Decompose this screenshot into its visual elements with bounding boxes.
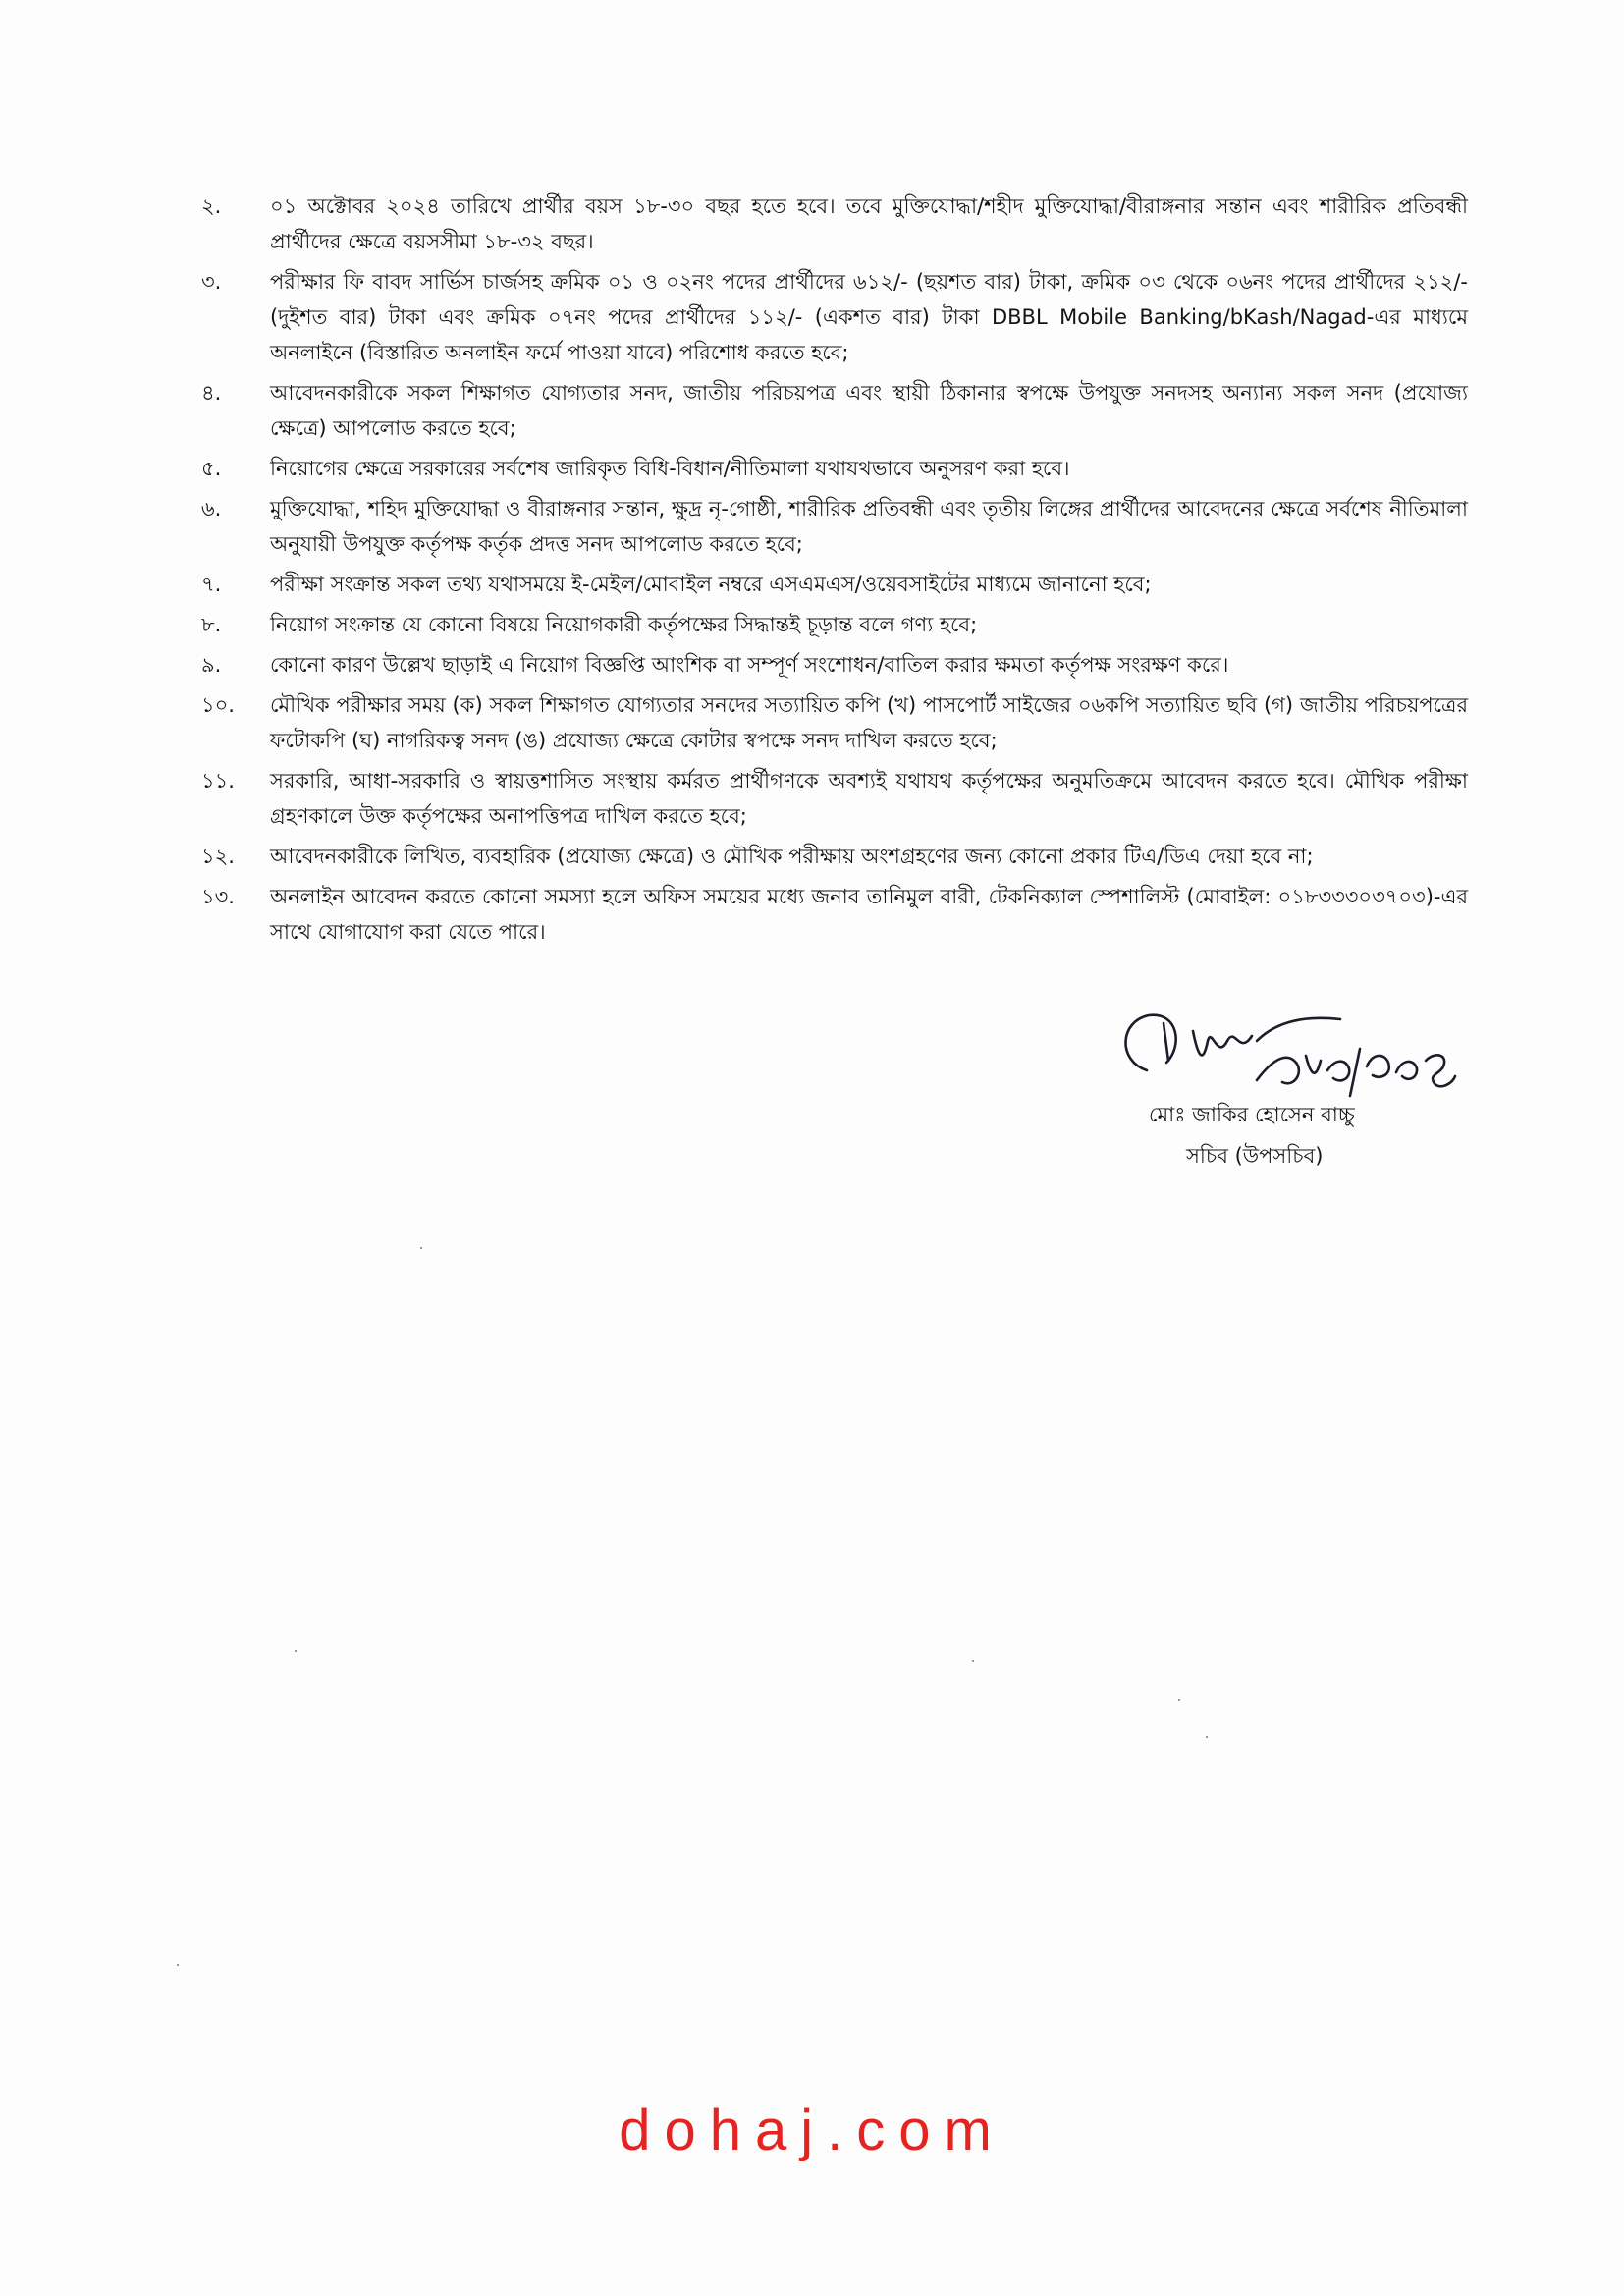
signer-name: মোঃ জাকির হোসেন বাচ্চু (1149, 1103, 1355, 1126)
condition-item (201, 567, 1468, 602)
scan-speck (177, 1964, 179, 1966)
condition-number: ৪. (201, 381, 222, 405)
condition-text: মৌখিক পরীক্ষার সময় (ক) সকল শিক্ষাগত যোগ্যতার সনদের সত্যায়িত কপি (খ) পাসপোর্ট সাইজের ০৬কপি সত্যায়িত ছবি (গ) জাতীয় পরিচয়পত্রের ফটোকপি (ঘ) নাগরিকত্ব সনদ (ঙ) প্রযোজ্য ক্ষেত্রে কোটার স্বপক্ষে সনদ দাখিল করতে হবে; (270, 693, 1468, 752)
scan-speck (1178, 1699, 1180, 1701)
condition-number: ২. (201, 194, 222, 218)
condition-item (201, 607, 1468, 642)
condition-text: অনলাইন আবেদন করতে কোনো সমস্যা হলে অফিস সময়ের মধ্যে জনাব তানিমুল বারী, টেকনিক্যাল স্পেশালিস্ট (মোবাইল: ০১৮৩৩৩০৩৭০৩)-এর সাথে যোগাযোগ করা যেতে পারে। (270, 885, 1468, 944)
condition-item (201, 647, 1468, 683)
condition-item (201, 375, 1468, 446)
condition-text: নিয়োগের ক্ষেত্রে সরকারের সর্বশেষ জারিকৃত বিধি-বিধান/নীতিমালা যথাযথভাবে অনুসরণ করা হবে। (270, 457, 1070, 480)
condition-text: আবেদনকারীকে লিখিত, ব্যবহারিক (প্রযোজ্য ক্ষেত্রে) ও মৌখিক পরীক্ষায় অংশগ্রহণের জন্য কোনো প্রকার টিএ/ডিএ দেয়া হবে না; (270, 845, 1314, 868)
condition-item (201, 687, 1468, 758)
condition-item (201, 879, 1468, 950)
scan-speck (420, 1247, 422, 1249)
condition-number: ১৩. (201, 885, 235, 908)
condition-item (201, 189, 1468, 259)
condition-item (201, 839, 1468, 874)
condition-number: ৩. (201, 270, 222, 294)
condition-number: ৫. (201, 457, 222, 480)
handwritten-signature (1110, 1002, 1483, 1110)
signer-title: সচিব (উপসচিব) (1186, 1144, 1324, 1168)
conditions-list (201, 189, 1468, 959)
condition-item (201, 763, 1468, 834)
signature-block (1110, 1002, 1483, 1178)
condition-text: মুক্তিযোদ্ধা, শহিদ মুক্তিযোদ্ধা ও বীরাঙ্গনার সন্তান, ক্ষুদ্র নৃ-গোষ্ঠী, শারীরিক প্রতিবন্ধী এবং তৃতীয় লিঙ্গের প্রার্থীদের আবেদনের ক্ষেত্রে সর্বশেষ নীতিমালা অনুযায়ী উপযুক্ত কর্তৃপক্ষ কর্তৃক প্রদত্ত সনদ আপলোড করতে হবে; (270, 497, 1468, 556)
condition-number: ৬. (201, 497, 222, 520)
condition-item (201, 264, 1468, 370)
condition-number: ১০. (201, 693, 235, 717)
scan-speck (1206, 1736, 1208, 1738)
condition-text: সরকারি, আধা-সরকারি ও স্বায়ত্তশাসিত সংস্থায় কর্মরত প্রার্থীগণকে অবশ্যই যথাযথ কর্তৃপক্ষের অনুমতিক্রমে আবেদন করতে হবে। মৌখিক পরীক্ষা গ্রহণকালে উক্ত কর্তৃপক্ষের অনাপত্তিপত্র দাখিল করতে হবে; (270, 769, 1468, 828)
scan-speck (295, 1650, 297, 1652)
condition-number: ৮. (201, 613, 222, 636)
condition-text: পরীক্ষা সংক্রান্ত সকল তথ্য যথাসময়ে ই-মেইল/মোবাইল নম্বরে এসএমএস/ওয়েবসাইটের মাধ্যমে জানানো হবে; (270, 573, 1152, 596)
condition-item (201, 491, 1468, 562)
condition-number: ১১. (201, 769, 235, 793)
condition-text: নিয়োগ সংক্রান্ত যে কোনো বিষয়ে নিয়োগকারী কর্তৃপক্ষের সিদ্ধান্তই চূড়ান্ত বলে গণ্য হবে; (270, 613, 978, 636)
condition-number: ১২. (201, 845, 235, 868)
condition-text: ০১ অক্টোবর ২০২৪ তারিখে প্রার্থীর বয়স ১৮-৩০ বছর হতে হবে। তবে মুক্তিযোদ্ধা/শহীদ মুক্তিযোদ্ধা/বীরাঙ্গনার সন্তান এবং শারীরিক প্রতিবন্ধী প্রার্থীদের ক্ষেত্রে বয়সসীমা ১৮-৩২ বছর। (270, 194, 1468, 253)
condition-text: কোনো কারণ উল্লেখ ছাড়াই এ নিয়োগ বিজ্ঞপ্তি আংশিক বা সম্পূর্ণ সংশোধন/বাতিল করার ক্ষমতা কর্তৃপক্ষ সংরক্ষণ করে। (270, 653, 1229, 677)
condition-item (201, 451, 1468, 486)
watermark-text: dohaj.com (619, 2099, 1005, 2162)
scan-speck (972, 1660, 974, 1662)
condition-number: ৯. (201, 653, 222, 677)
condition-number: ৭. (201, 573, 222, 596)
condition-text: পরীক্ষার ফি বাবদ সার্ভিস চার্জসহ ক্রমিক ০১ ও ০২নং পদের প্রার্থীদের ৬১২/- (ছয়শত বার) টাকা, ক্রমিক ০৩ থেকে ০৬নং পদের প্রার্থীদের ২১২/- (দুইশত বার) টাকা এবং ক্রমিক ০৭নং পদের প্রার্থীদের ১১২/- (একশত বার) টাকা DBBL Mobile Banking/bKash/Nagad-এর মাধ্যমে অনলাইনে (বিস্তারিত অনলাইন ফর্মে পাওয়া যাবে) পরিশোধ করতে হবে; (270, 270, 1468, 364)
condition-text: আবেদনকারীকে সকল শিক্ষাগত যোগ্যতার সনদ, জাতীয় পরিচয়পত্র এবং স্থায়ী ঠিকানার স্বপক্ষে উপযুক্ত সনদসহ অন্যান্য সকল সনদ (প্রযোজ্য ক্ষেত্রে) আপলোড করতে হবে; (270, 381, 1468, 440)
